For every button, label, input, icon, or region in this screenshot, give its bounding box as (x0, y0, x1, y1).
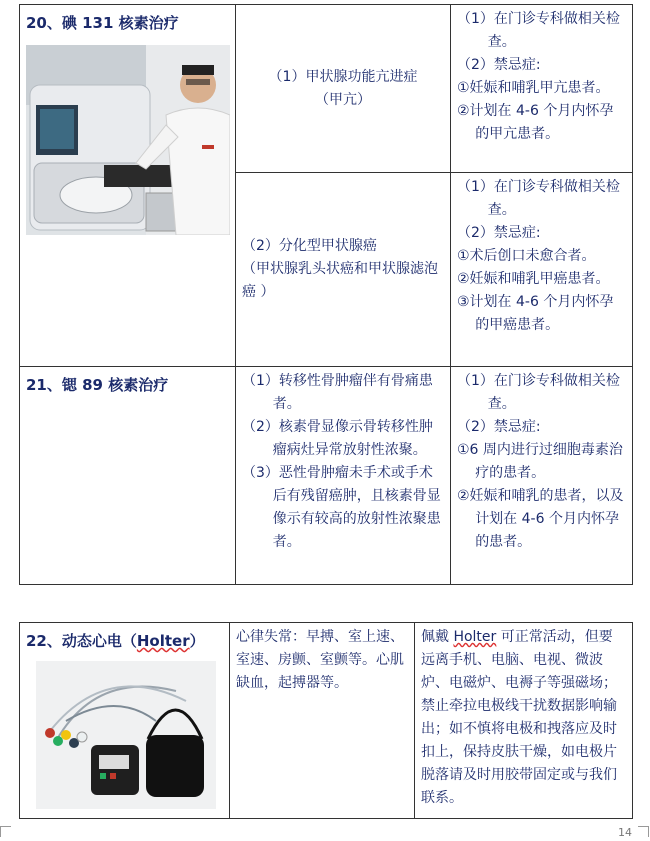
indication-line: （1）转移性骨肿瘤伴有骨痛患者。 (242, 373, 433, 412)
note-line: （2）禁忌症: (457, 225, 541, 241)
note-line: （1）在门诊专科做相关检查。 (457, 11, 620, 50)
indication-line: （1）甲状腺功能亢进症 (268, 68, 418, 85)
title-word: Holter (136, 632, 190, 650)
note-line: （1）在门诊专科做相关检查。 (457, 373, 620, 412)
indication-line: （2）分化型甲状腺癌 (242, 238, 377, 254)
note-line: （1）在门诊专科做相关检查。 (457, 179, 620, 218)
note-line: ①妊娠和哺乳甲亢患者。 (457, 80, 610, 96)
section-22-cell (20, 623, 230, 819)
section-title (26, 630, 223, 653)
indication-cell (236, 173, 451, 367)
treatment-table (19, 4, 633, 585)
indication-line: （甲状腺乳头状癌和甲状腺滤泡癌 ） (242, 261, 438, 300)
page-number: 14 (618, 826, 632, 839)
holter-table (19, 622, 633, 819)
table-row (20, 623, 633, 819)
notes-cell (451, 173, 633, 367)
page-corner-mark (638, 826, 649, 837)
title-prefix: 22、动态心电（ (26, 632, 137, 650)
note-line: （2）禁忌症: (457, 419, 541, 435)
note-line: ②妊娠和哺乳的患者，以及计划在 4-6 个月内怀孕的患者。 (457, 488, 624, 550)
indication-cell (230, 623, 415, 819)
section-21-cell (20, 367, 236, 585)
notes-text (421, 626, 626, 810)
holter-device-photo (36, 661, 216, 809)
note-line: ②计划在 4-6 个月内怀孕的甲亢患者。 (457, 103, 614, 142)
notes-word: Holter (453, 629, 497, 645)
notes-cell (415, 623, 633, 819)
note-line: ①术后创口未愈合者。 (457, 248, 596, 264)
indication-line: （甲亢） (315, 91, 371, 108)
indication-line: （2）核素骨显像示骨转移性肿瘤病灶异常放射性浓聚。 (242, 419, 433, 458)
notes-cell (451, 367, 633, 585)
title-suffix: ） (189, 632, 205, 650)
indication-text: 心律失常：早搏、室上速、室速、房颤、室颤等。心肌缺血，起搏器等。 (236, 629, 404, 691)
indication-cell (236, 5, 451, 173)
note-line: ③计划在 4-6 个月内怀孕的甲癌患者。 (457, 294, 614, 333)
notes-rest: 可正常活动，但要远离手机、电脑、电视、微波炉、电磁炉、电褥子等强磁场；禁止牵拉电极线干扰数据影响输出；如不慎将电极和拽落应及时扣上，保持皮肤干燥，如电极片脱落请及时用胶带固定或与我们联系。 (421, 629, 617, 806)
table-row (20, 5, 633, 173)
note-line: ②妊娠和哺乳甲癌患者。 (457, 271, 610, 287)
note-line: ①6 周内进行过细胞毒素治疗的患者。 (457, 442, 623, 481)
iodine-therapy-photo (26, 45, 230, 235)
note-line: （2）禁忌症: (457, 57, 541, 73)
notes-cell (451, 5, 633, 173)
page-corner-mark (0, 826, 11, 837)
section-title: 20、碘 131 核素治疗 (26, 14, 179, 32)
section-title: 21、锶 89 核素治疗 (26, 376, 169, 394)
notes-prefix: 佩戴 (421, 629, 454, 645)
indication-line: （3）恶性骨肿瘤未手术或手术后有残留癌肿，且核素骨显像示有较高的放射性浓聚患者。 (242, 465, 441, 550)
table-row (20, 367, 633, 585)
section-20-cell (20, 5, 236, 367)
indication-cell (236, 367, 451, 585)
